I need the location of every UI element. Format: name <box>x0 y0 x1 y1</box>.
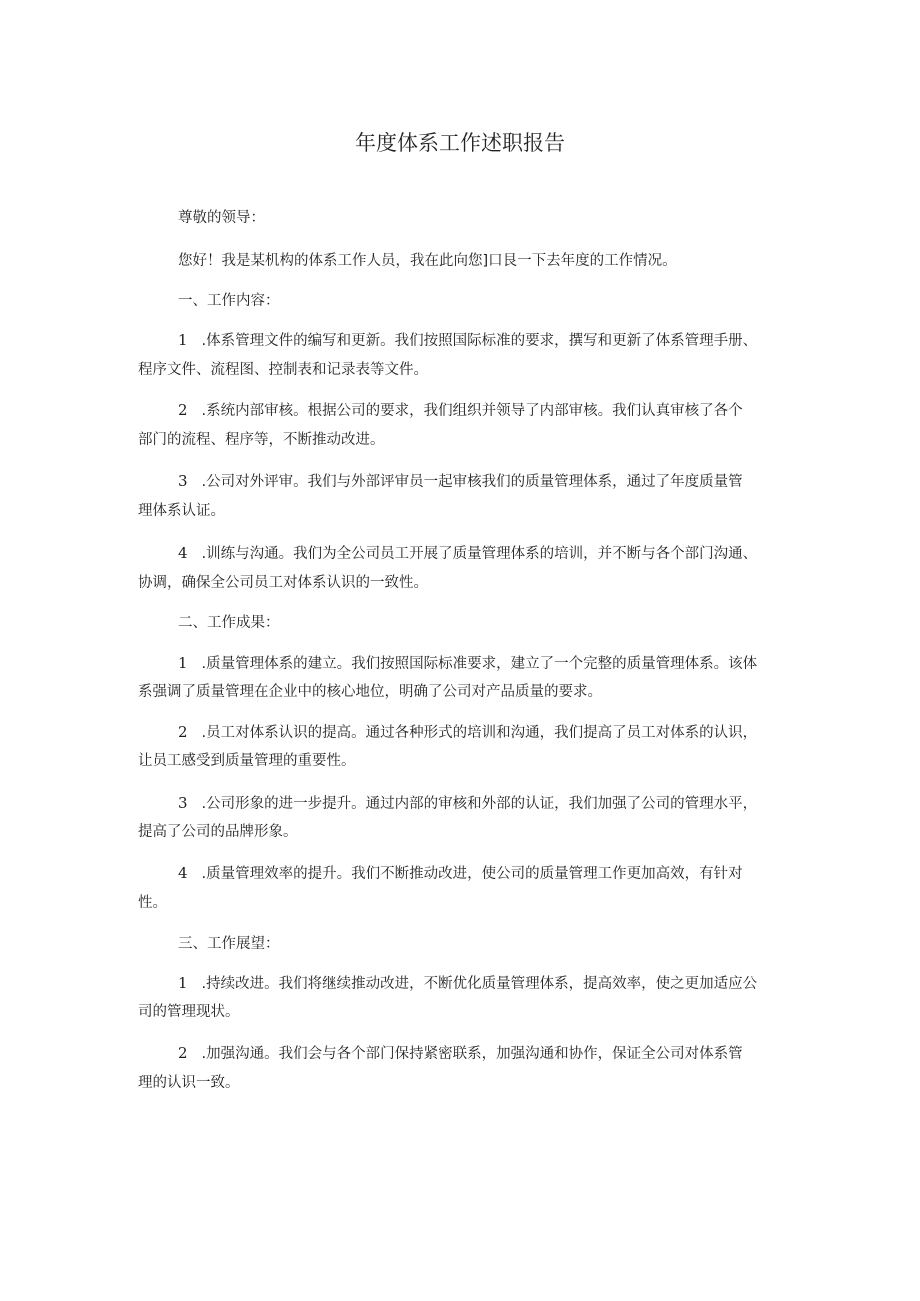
item-number: 4 <box>178 544 188 562</box>
section-heading: 三、工作展望： <box>178 936 280 952</box>
item-number: 2 <box>178 401 188 419</box>
salutation: 尊敬的领导： <box>178 210 265 226</box>
item-number: 4 <box>178 864 188 882</box>
list-item-line <box>178 471 743 492</box>
list-item-continuation: 司的管理现状。 <box>138 1004 240 1020</box>
list-item-continuation: 协调，确保全公司员工对体系认识的一致性。 <box>138 575 428 591</box>
item-number: 1 <box>178 974 188 992</box>
list-item-continuation: 部门的流程、程序等，不断推动改进。 <box>138 432 385 448</box>
item-number: 2 <box>178 1044 188 1062</box>
item-text: .员工对体系认识的提高。通过各种形式的培训和沟通，我们提高了员工对体系的认识， <box>201 725 758 741</box>
list-item-line <box>178 973 757 994</box>
item-text: .持续改进。我们将继续推动改进，不断优化质量管理体系，提高效率，使之更加适应公 <box>201 976 758 992</box>
item-number: 3 <box>178 794 188 812</box>
list-item-line <box>178 653 757 674</box>
item-number: 1 <box>178 331 188 349</box>
item-text: .系统内部审核。根据公司的要求，我们组织并领导了内部审核。我们认真审核了各个 <box>201 403 743 419</box>
list-item-line <box>178 722 757 743</box>
list-item-continuation: 程序文件、流程图、控制表和记录表等文件。 <box>138 362 428 378</box>
list-item-line <box>178 1043 743 1064</box>
list-item-line <box>178 400 743 421</box>
list-item-line <box>178 330 757 351</box>
list-item-line <box>178 863 743 884</box>
section-heading: 一、工作内容： <box>178 293 280 309</box>
list-item-continuation: 性。 <box>138 895 167 911</box>
item-text: .质量管理效率的提升。我们不断推动改进，使公司的质量管理工作更加高效，有针对 <box>201 866 743 882</box>
item-text: .体系管理文件的编写和更新。我们按照国际标准的要求，撰写和更新了体系管理手册、 <box>201 333 758 349</box>
section-heading: 二、工作成果： <box>178 615 280 631</box>
list-item-line <box>178 793 757 814</box>
intro-paragraph: 您好！我是某机构的体系工作人员，我在此向您]口艮一下去年度的工作情况。 <box>178 253 677 269</box>
item-text: .公司形象的进一步提升。通过内部的审核和外部的认证，我们加强了公司的管理水平， <box>201 796 758 812</box>
item-text: .训练与沟通。我们为全公司员工开展了质量管理体系的培训，并不断与各个部门沟通、 <box>201 546 758 562</box>
list-item-continuation: 理体系认证。 <box>138 503 225 519</box>
list-item-continuation: 理的认识一致。 <box>138 1075 240 1091</box>
item-text: .加强沟通。我们会与各个部门保持紧密联系，加强沟通和协作，保证全公司对体系管 <box>201 1046 743 1062</box>
list-item-line <box>178 543 757 564</box>
list-item-continuation: 提高了公司的品牌形象。 <box>138 824 298 840</box>
item-number: 2 <box>178 723 188 741</box>
document-title: 年度体系工作述职报告 <box>355 131 565 155</box>
item-number: 1 <box>178 654 188 672</box>
item-text: .公司对外评审。我们与外部评审员一起审核我们的质量管理体系，通过了年度质量管 <box>201 474 743 490</box>
list-item-continuation: 系强调了质量管理在企业中的核心地位，明确了公司对产品质量的要求。 <box>138 684 602 700</box>
item-text: .质量管理体系的建立。我们按照国际标准要求，建立了一个完整的质量管理体系。该体 <box>201 656 758 672</box>
list-item-continuation: 让员工感受到质量管理的重要性。 <box>138 753 356 769</box>
item-number: 3 <box>178 472 188 490</box>
